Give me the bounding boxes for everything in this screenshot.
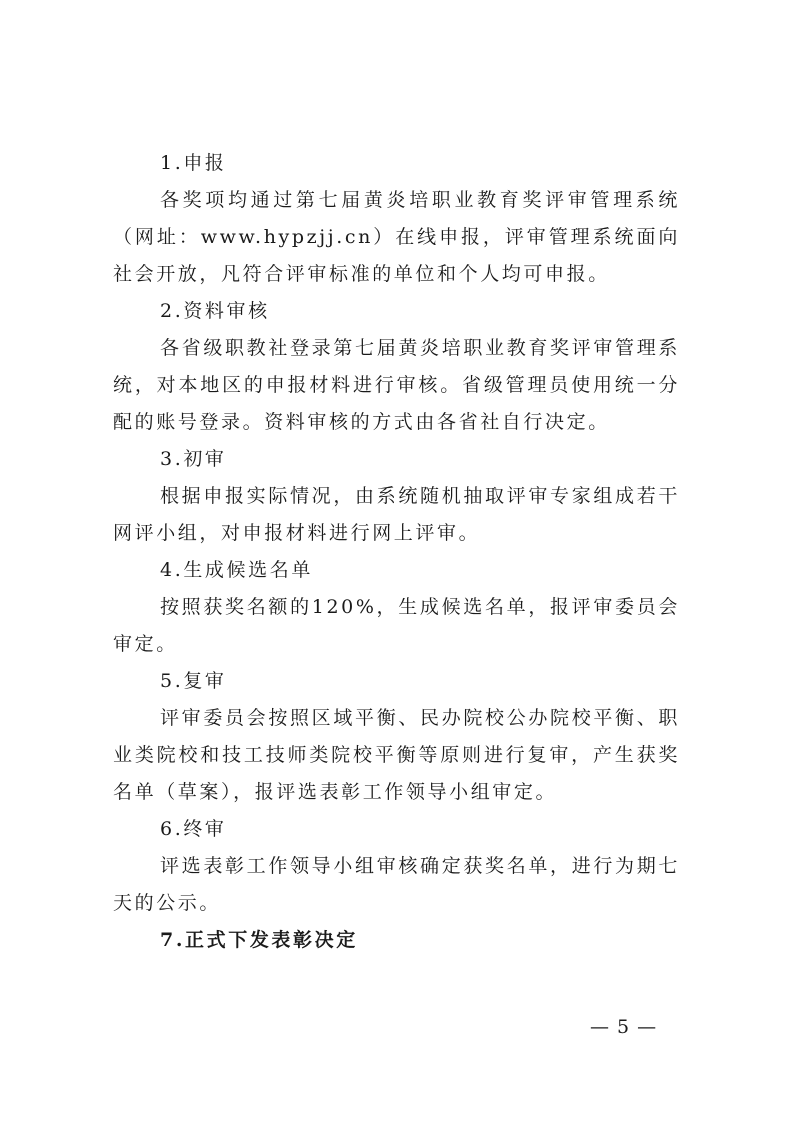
section-paragraph-preliminary-review: 根据申报实际情况，由系统随机抽取评审专家组成若干网评小组，对申报材料进行网上评审。 <box>113 485 680 544</box>
section-heading-final-review: 6.终审 <box>160 818 227 840</box>
section-paragraph-candidate-list: 按照获奖名额的120%，生成候选名单，报评审委员会审定。 <box>113 596 680 655</box>
section-heading-commendation-decision: 7.正式下发表彰决定 <box>160 929 358 951</box>
section-heading-re-review: 5.复审 <box>160 670 227 692</box>
section-paragraph-re-review: 评审委员会按照区域平衡、民办院校公办院校平衡、职业类院校和技工技师类院校平衡等原则进行复审，产生获奖名单（草案），报评选表彰工作领导小组审定。 <box>113 707 680 803</box>
section-paragraph-submission: 各奖项均通过第七届黄炎培职业教育奖评审管理系统（网址：www.hypzjj.cn）在线申报，评审管理系统面向社会开放，凡符合评审标准的单位和个人均可申报。 <box>113 189 680 285</box>
section-heading-preliminary-review: 3.初审 <box>160 448 227 470</box>
section-paragraph-final-review: 评选表彰工作领导小组审核确定获奖名单，进行为期七天的公示。 <box>113 855 680 914</box>
section-heading-candidate-list: 4.生成候选名单 <box>160 559 313 581</box>
section-heading-submission: 1.申报 <box>160 152 227 174</box>
page-number: — 5 — <box>590 1016 658 1038</box>
document-body <box>113 145 680 959</box>
section-paragraph-material-review: 各省级职教社登录第七届黄炎培职业教育奖评审管理系统，对本地区的申报材料进行审核。省级管理员使用统一分配的账号登录。资料审核的方式由各省社自行决定。 <box>113 337 680 433</box>
section-heading-material-review: 2.资料审核 <box>160 300 270 322</box>
